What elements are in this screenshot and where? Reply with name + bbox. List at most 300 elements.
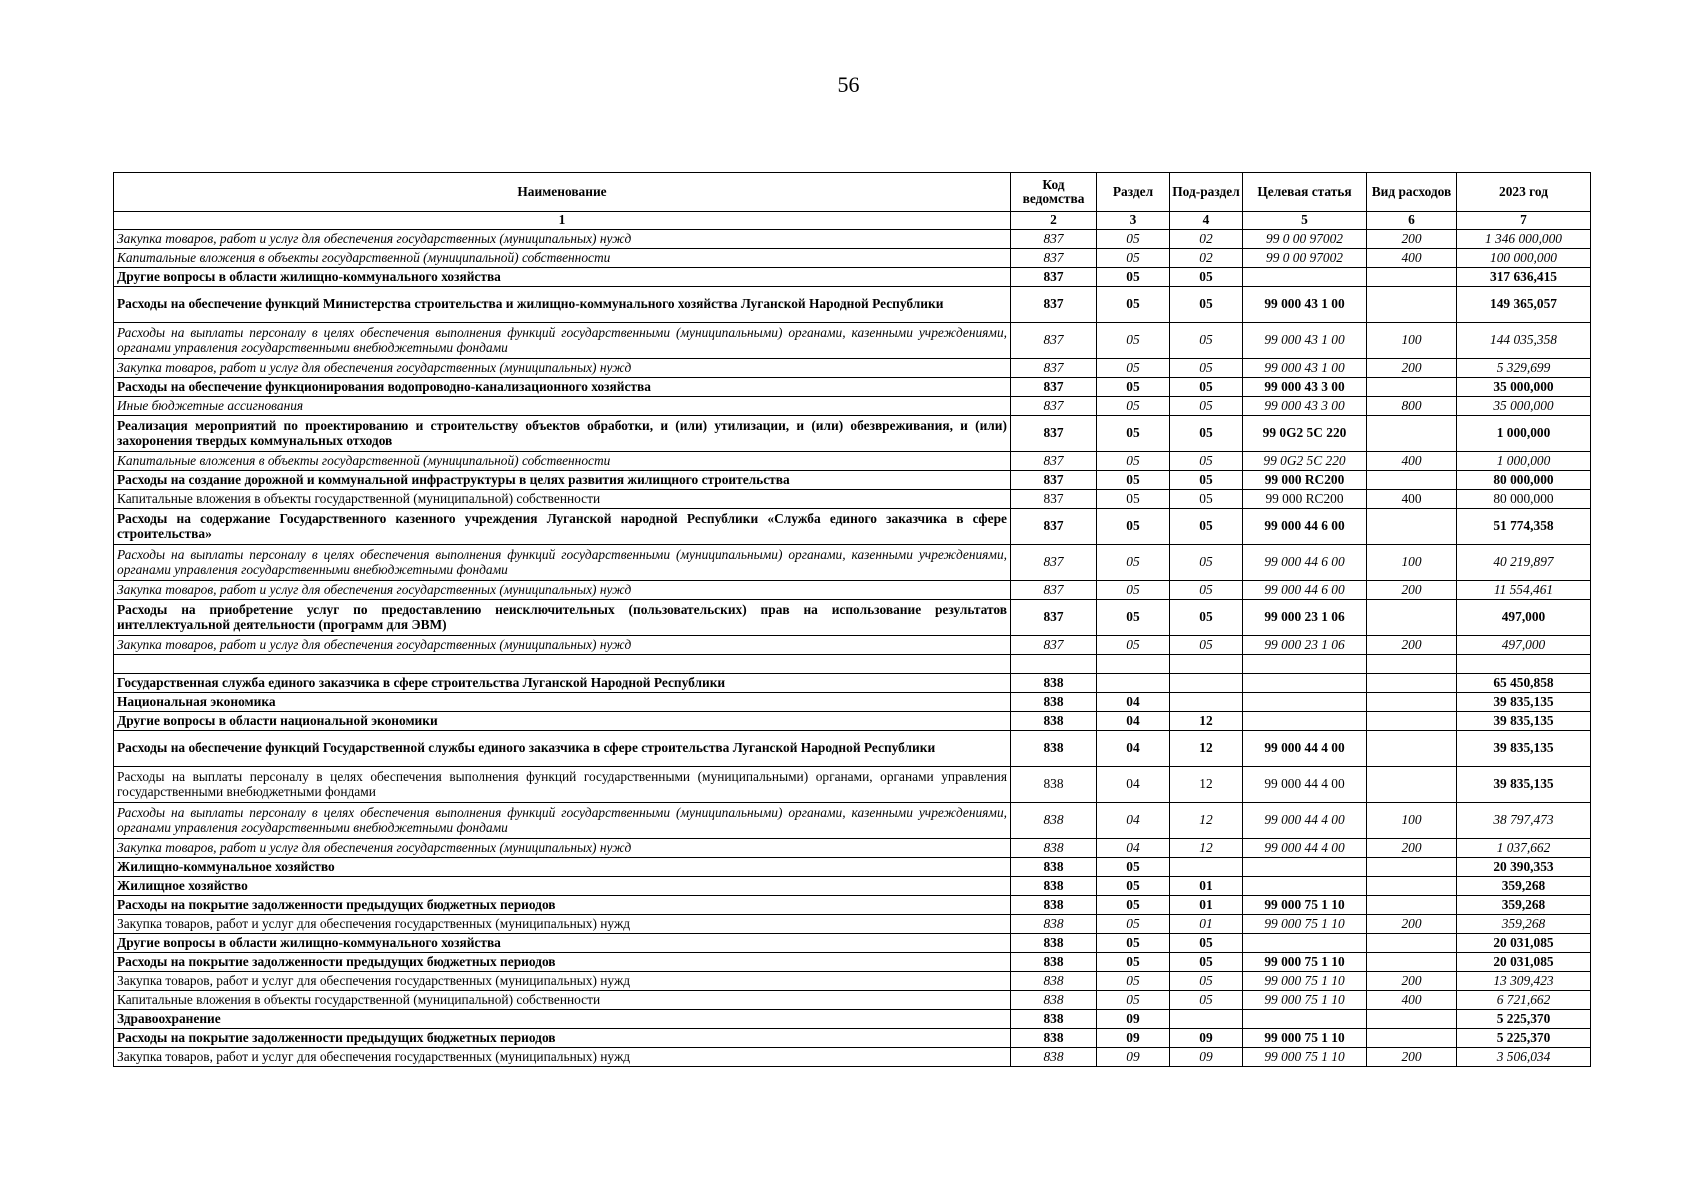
row-amount: 39 835,135 [1457, 731, 1591, 767]
row-expense-type [1367, 416, 1457, 452]
header-subsection: Под-раздел [1170, 173, 1243, 212]
row-target-article: 99 000 23 1 06 [1243, 636, 1367, 655]
table-row [114, 839, 1591, 858]
table-row [114, 767, 1591, 803]
table-row [114, 991, 1591, 1010]
row-expense-type: 800 [1367, 397, 1457, 416]
row-amount: 100 000,000 [1457, 249, 1591, 268]
row-subsection: 05 [1170, 509, 1243, 545]
row-department-code: 838 [1011, 915, 1097, 934]
row-target-article [1243, 877, 1367, 896]
row-department-code: 837 [1011, 636, 1097, 655]
row-name: Расходы на обеспечение функционирования водопроводно-канализационного хозяйства [114, 378, 1011, 397]
row-target-article: 99 0G2 5C 220 [1243, 416, 1367, 452]
column-number: 2 [1011, 212, 1097, 230]
header-expense-type: Вид расходов [1367, 173, 1457, 212]
row-name: Закупка товаров, работ и услуг для обеспечения государственных (муниципальных) нужд [114, 359, 1011, 378]
row-name: Расходы на покрытие задолженности предыдущих бюджетных периодов [114, 896, 1011, 915]
row-amount: 38 797,473 [1457, 803, 1591, 839]
row-department-code: 837 [1011, 600, 1097, 636]
row-name: Капитальные вложения в объекты государственной (муниципальной) собственности [114, 490, 1011, 509]
row-amount: 144 035,358 [1457, 323, 1591, 359]
table-row [114, 1029, 1591, 1048]
header-year-2023: 2023 год [1457, 173, 1591, 212]
row-expense-type [1367, 877, 1457, 896]
row-target-article: 99 000 23 1 06 [1243, 600, 1367, 636]
row-amount: 11 554,461 [1457, 581, 1591, 600]
row-department-code: 837 [1011, 509, 1097, 545]
row-subsection: 12 [1170, 767, 1243, 803]
row-subsection: 05 [1170, 323, 1243, 359]
row-section: 05 [1097, 581, 1170, 600]
row-department-code: 837 [1011, 268, 1097, 287]
row-subsection: 05 [1170, 991, 1243, 1010]
row-department-code: 837 [1011, 397, 1097, 416]
column-number: 4 [1170, 212, 1243, 230]
table-row [114, 877, 1591, 896]
row-section: 09 [1097, 1010, 1170, 1029]
row-name: Другие вопросы в области национальной экономики [114, 712, 1011, 731]
row-subsection: 05 [1170, 471, 1243, 490]
row-target-article: 99 000 43 3 00 [1243, 378, 1367, 397]
row-section: 05 [1097, 858, 1170, 877]
row-amount: 497,000 [1457, 636, 1591, 655]
table-row [114, 655, 1591, 674]
row-name: Расходы на выплаты персоналу в целях обеспечения выполнения функций государственными (муниципальными) органами, органами управления государственными внебюджетными фондами [114, 767, 1011, 803]
table-row [114, 581, 1591, 600]
row-amount: 20 031,085 [1457, 934, 1591, 953]
row-name: Здравоохранение [114, 1010, 1011, 1029]
row-department-code: 838 [1011, 839, 1097, 858]
row-department-code: 837 [1011, 359, 1097, 378]
row-amount: 35 000,000 [1457, 397, 1591, 416]
column-number: 7 [1457, 212, 1591, 230]
row-expense-type [1367, 509, 1457, 545]
row-subsection: 12 [1170, 803, 1243, 839]
row-expense-type: 200 [1367, 581, 1457, 600]
row-department-code [1011, 655, 1097, 674]
row-amount: 35 000,000 [1457, 378, 1591, 397]
row-target-article: 99 000 75 1 10 [1243, 896, 1367, 915]
row-section: 05 [1097, 509, 1170, 545]
row-subsection: 12 [1170, 712, 1243, 731]
row-target-article: 99 000 75 1 10 [1243, 1048, 1367, 1067]
row-section: 05 [1097, 397, 1170, 416]
row-amount: 39 835,135 [1457, 767, 1591, 803]
row-subsection: 05 [1170, 953, 1243, 972]
table-row [114, 934, 1591, 953]
row-expense-type [1367, 693, 1457, 712]
row-subsection: 01 [1170, 877, 1243, 896]
row-section: 05 [1097, 490, 1170, 509]
table-row [114, 896, 1591, 915]
row-amount: 6 721,662 [1457, 991, 1591, 1010]
row-department-code: 837 [1011, 249, 1097, 268]
row-department-code: 837 [1011, 471, 1097, 490]
row-name: Закупка товаров, работ и услуг для обеспечения государственных (муниципальных) нужд [114, 636, 1011, 655]
row-expense-type: 100 [1367, 323, 1457, 359]
table-row [114, 452, 1591, 471]
row-expense-type [1367, 674, 1457, 693]
row-section: 05 [1097, 991, 1170, 1010]
header-department-code: Код ведомства [1011, 173, 1097, 212]
table-row [114, 509, 1591, 545]
table-row [114, 636, 1591, 655]
row-name: Расходы на покрытие задолженности предыдущих бюджетных периодов [114, 1029, 1011, 1048]
row-subsection: 01 [1170, 915, 1243, 934]
row-name: Расходы на выплаты персоналу в целях обеспечения выполнения функций государственными (муниципальными) органами, казенными учреждениями, органами управления государственными внебюджетными фондами [114, 803, 1011, 839]
row-target-article: 99 000 RC200 [1243, 490, 1367, 509]
row-subsection: 05 [1170, 600, 1243, 636]
row-amount: 13 309,423 [1457, 972, 1591, 991]
budget-table [113, 172, 1591, 1067]
row-target-article: 99 000 44 6 00 [1243, 545, 1367, 581]
row-expense-type: 200 [1367, 359, 1457, 378]
row-amount: 149 365,057 [1457, 287, 1591, 323]
row-section: 04 [1097, 693, 1170, 712]
table-row [114, 674, 1591, 693]
row-subsection: 05 [1170, 287, 1243, 323]
row-subsection: 05 [1170, 545, 1243, 581]
table-row [114, 803, 1591, 839]
row-subsection: 05 [1170, 452, 1243, 471]
row-department-code: 837 [1011, 378, 1097, 397]
row-department-code: 838 [1011, 858, 1097, 877]
row-name: Государственная служба единого заказчика в сфере строительства Луганской Народной Республики [114, 674, 1011, 693]
row-subsection: 05 [1170, 397, 1243, 416]
row-expense-type: 400 [1367, 452, 1457, 471]
row-section: 05 [1097, 636, 1170, 655]
row-subsection: 05 [1170, 972, 1243, 991]
row-name: Расходы на создание дорожной и коммунальной инфраструктуры в целях развития жилищного строительства [114, 471, 1011, 490]
row-target-article: 99 000 43 1 00 [1243, 323, 1367, 359]
row-name [114, 655, 1011, 674]
row-amount: 317 636,415 [1457, 268, 1591, 287]
row-section: 05 [1097, 877, 1170, 896]
column-number: 1 [114, 212, 1011, 230]
row-department-code: 837 [1011, 323, 1097, 359]
header-name: Наименование [114, 173, 1011, 212]
row-expense-type: 200 [1367, 915, 1457, 934]
row-expense-type [1367, 712, 1457, 731]
table-row [114, 287, 1591, 323]
row-section: 05 [1097, 287, 1170, 323]
row-target-article: 99 000 44 4 00 [1243, 839, 1367, 858]
row-target-article: 99 000 44 4 00 [1243, 731, 1367, 767]
row-department-code: 838 [1011, 953, 1097, 972]
row-department-code: 838 [1011, 674, 1097, 693]
row-amount: 359,268 [1457, 915, 1591, 934]
row-target-article: 99 0 00 97002 [1243, 230, 1367, 249]
table-row [114, 712, 1591, 731]
table-row [114, 249, 1591, 268]
row-subsection: 09 [1170, 1048, 1243, 1067]
column-number: 5 [1243, 212, 1367, 230]
row-department-code: 838 [1011, 712, 1097, 731]
row-expense-type [1367, 268, 1457, 287]
row-department-code: 838 [1011, 972, 1097, 991]
row-subsection: 05 [1170, 581, 1243, 600]
row-department-code: 837 [1011, 452, 1097, 471]
row-target-article: 99 000 75 1 10 [1243, 972, 1367, 991]
row-target-article: 99 000 44 4 00 [1243, 803, 1367, 839]
row-name: Капитальные вложения в объекты государственной (муниципальной) собственности [114, 452, 1011, 471]
table-row [114, 693, 1591, 712]
header-target-article: Целевая статья [1243, 173, 1367, 212]
row-amount: 20 390,353 [1457, 858, 1591, 877]
row-expense-type [1367, 600, 1457, 636]
row-name: Расходы на содержание Государственного казенного учреждения Луганской народной Республики «Служба единого заказчика в сфере строительства» [114, 509, 1011, 545]
row-section: 05 [1097, 471, 1170, 490]
row-name: Расходы на приобретение услуг по предоставлению неисключительных (пользовательских) прав на использование результатов интеллектуальной деятельности (программ для ЭВМ) [114, 600, 1011, 636]
row-department-code: 837 [1011, 490, 1097, 509]
row-section [1097, 655, 1170, 674]
table-row [114, 972, 1591, 991]
row-subsection: 01 [1170, 896, 1243, 915]
row-expense-type [1367, 731, 1457, 767]
table-row [114, 858, 1591, 877]
table-row [114, 545, 1591, 581]
row-name: Иные бюджетные ассигнования [114, 397, 1011, 416]
row-section: 04 [1097, 712, 1170, 731]
row-expense-type [1367, 1029, 1457, 1048]
row-target-article [1243, 858, 1367, 877]
row-subsection: 02 [1170, 249, 1243, 268]
row-department-code: 838 [1011, 693, 1097, 712]
table-row [114, 731, 1591, 767]
row-subsection: 05 [1170, 490, 1243, 509]
row-subsection [1170, 674, 1243, 693]
row-subsection [1170, 1010, 1243, 1029]
row-amount: 1 346 000,000 [1457, 230, 1591, 249]
row-section: 05 [1097, 268, 1170, 287]
row-amount: 359,268 [1457, 877, 1591, 896]
row-name: Капитальные вложения в объекты государственной (муниципальной) собственности [114, 991, 1011, 1010]
row-amount [1457, 655, 1591, 674]
row-name: Другие вопросы в области жилищно-коммунального хозяйства [114, 934, 1011, 953]
row-amount: 5 225,370 [1457, 1029, 1591, 1048]
row-name: Закупка товаров, работ и услуг для обеспечения государственных (муниципальных) нужд [114, 839, 1011, 858]
row-department-code: 837 [1011, 416, 1097, 452]
row-target-article: 99 000 RC200 [1243, 471, 1367, 490]
row-target-article: 99 000 43 3 00 [1243, 397, 1367, 416]
row-department-code: 838 [1011, 767, 1097, 803]
table-row [114, 268, 1591, 287]
table-body [114, 230, 1591, 1067]
row-department-code: 838 [1011, 803, 1097, 839]
row-section: 05 [1097, 953, 1170, 972]
row-amount: 20 031,085 [1457, 953, 1591, 972]
row-section [1097, 674, 1170, 693]
row-department-code: 838 [1011, 1048, 1097, 1067]
row-amount: 1 000,000 [1457, 416, 1591, 452]
page-number: 56 [837, 72, 860, 97]
table-row [114, 953, 1591, 972]
row-expense-type [1367, 655, 1457, 674]
row-subsection: 05 [1170, 934, 1243, 953]
column-number: 3 [1097, 212, 1170, 230]
row-section: 04 [1097, 839, 1170, 858]
row-section: 05 [1097, 249, 1170, 268]
row-target-article: 99 000 43 1 00 [1243, 287, 1367, 323]
row-name: Расходы на покрытие задолженности предыдущих бюджетных периодов [114, 953, 1011, 972]
header-row [114, 173, 1591, 212]
row-amount: 80 000,000 [1457, 471, 1591, 490]
row-target-article [1243, 268, 1367, 287]
row-target-article [1243, 1010, 1367, 1029]
row-name: Расходы на выплаты персоналу в целях обеспечения выполнения функций государственными (муниципальными) органами, казенными учреждениями, органами управления государственными внебюджетными фондами [114, 545, 1011, 581]
table-row [114, 323, 1591, 359]
row-department-code: 837 [1011, 581, 1097, 600]
row-target-article: 99 000 75 1 10 [1243, 953, 1367, 972]
row-name: Реализация мероприятий по проектированию и строительству объектов обработки, и (или) утилизации, и (или) обезвреживания, и (или) захоронения твердых коммунальных отходов [114, 416, 1011, 452]
row-amount: 39 835,135 [1457, 693, 1591, 712]
row-target-article: 99 0G2 5C 220 [1243, 452, 1367, 471]
row-subsection: 02 [1170, 230, 1243, 249]
row-name: Расходы на выплаты персоналу в целях обеспечения выполнения функций государственными (муниципальными) органами, казенными учреждениями, органами управления государственными внебюджетными фондами [114, 323, 1011, 359]
row-expense-type: 200 [1367, 839, 1457, 858]
row-target-article: 99 000 44 4 00 [1243, 767, 1367, 803]
row-expense-type [1367, 858, 1457, 877]
row-expense-type: 400 [1367, 991, 1457, 1010]
header-section: Раздел [1097, 173, 1170, 212]
row-department-code: 837 [1011, 545, 1097, 581]
row-name: Закупка товаров, работ и услуг для обеспечения государственных (муниципальных) нужд [114, 581, 1011, 600]
row-expense-type: 200 [1367, 636, 1457, 655]
row-expense-type [1367, 287, 1457, 323]
row-department-code: 838 [1011, 731, 1097, 767]
row-target-article: 99 000 75 1 10 [1243, 915, 1367, 934]
row-department-code: 838 [1011, 896, 1097, 915]
row-target-article: 99 0 00 97002 [1243, 249, 1367, 268]
row-section: 09 [1097, 1029, 1170, 1048]
row-amount: 51 774,358 [1457, 509, 1591, 545]
row-subsection: 05 [1170, 416, 1243, 452]
row-amount: 80 000,000 [1457, 490, 1591, 509]
row-section: 05 [1097, 359, 1170, 378]
column-number: 6 [1367, 212, 1457, 230]
row-subsection: 05 [1170, 359, 1243, 378]
row-subsection [1170, 655, 1243, 674]
row-target-article: 99 000 44 6 00 [1243, 509, 1367, 545]
row-section: 05 [1097, 915, 1170, 934]
row-subsection [1170, 693, 1243, 712]
row-amount: 40 219,897 [1457, 545, 1591, 581]
row-department-code: 838 [1011, 991, 1097, 1010]
row-section: 04 [1097, 803, 1170, 839]
table-row [114, 915, 1591, 934]
row-name: Закупка товаров, работ и услуг для обеспечения государственных (муниципальных) нужд [114, 972, 1011, 991]
row-section: 05 [1097, 896, 1170, 915]
row-amount: 5 225,370 [1457, 1010, 1591, 1029]
row-section: 05 [1097, 972, 1170, 991]
row-section: 09 [1097, 1048, 1170, 1067]
row-expense-type [1367, 378, 1457, 397]
row-section: 04 [1097, 731, 1170, 767]
table-row [114, 397, 1591, 416]
row-amount: 1 000,000 [1457, 452, 1591, 471]
row-target-article [1243, 655, 1367, 674]
row-subsection: 12 [1170, 731, 1243, 767]
row-name: Жилищное хозяйство [114, 877, 1011, 896]
row-expense-type [1367, 953, 1457, 972]
row-section: 05 [1097, 934, 1170, 953]
row-name: Закупка товаров, работ и услуг для обеспечения государственных (муниципальных) нужд [114, 915, 1011, 934]
row-amount: 5 329,699 [1457, 359, 1591, 378]
row-expense-type: 100 [1367, 545, 1457, 581]
row-subsection: 12 [1170, 839, 1243, 858]
table-row [114, 230, 1591, 249]
row-section: 05 [1097, 378, 1170, 397]
row-name: Национальная экономика [114, 693, 1011, 712]
table-row [114, 378, 1591, 397]
row-subsection: 05 [1170, 636, 1243, 655]
row-section: 05 [1097, 452, 1170, 471]
row-department-code: 838 [1011, 1029, 1097, 1048]
table-row [114, 1010, 1591, 1029]
row-subsection: 09 [1170, 1029, 1243, 1048]
row-department-code: 838 [1011, 934, 1097, 953]
row-department-code: 838 [1011, 1010, 1097, 1029]
row-target-article [1243, 693, 1367, 712]
row-target-article: 99 000 43 1 00 [1243, 359, 1367, 378]
table-row [114, 490, 1591, 509]
row-section: 05 [1097, 230, 1170, 249]
table-row [114, 359, 1591, 378]
row-subsection: 05 [1170, 268, 1243, 287]
row-amount: 65 450,858 [1457, 674, 1591, 693]
table-row [114, 471, 1591, 490]
row-name: Жилищно-коммунальное хозяйство [114, 858, 1011, 877]
row-name: Расходы на обеспечение функций Государственной службы единого заказчика в сфере строительства Луганской Народной Республики [114, 731, 1011, 767]
row-amount: 497,000 [1457, 600, 1591, 636]
row-section: 05 [1097, 416, 1170, 452]
row-expense-type [1367, 1010, 1457, 1029]
row-target-article: 99 000 75 1 10 [1243, 1029, 1367, 1048]
row-target-article [1243, 674, 1367, 693]
row-expense-type: 400 [1367, 249, 1457, 268]
table-row [114, 1048, 1591, 1067]
row-name: Расходы на обеспечение функций Министерства строительства и жилищно-коммунального хозяйства Луганской Народной Республики [114, 287, 1011, 323]
row-amount: 359,268 [1457, 896, 1591, 915]
row-department-code: 837 [1011, 230, 1097, 249]
row-subsection [1170, 858, 1243, 877]
row-expense-type: 400 [1367, 490, 1457, 509]
row-department-code: 838 [1011, 877, 1097, 896]
row-amount: 3 506,034 [1457, 1048, 1591, 1067]
row-subsection: 05 [1170, 378, 1243, 397]
row-target-article: 99 000 44 6 00 [1243, 581, 1367, 600]
row-department-code: 837 [1011, 287, 1097, 323]
row-section: 05 [1097, 600, 1170, 636]
row-expense-type: 100 [1367, 803, 1457, 839]
row-expense-type [1367, 896, 1457, 915]
row-amount: 39 835,135 [1457, 712, 1591, 731]
row-expense-type [1367, 767, 1457, 803]
row-name: Закупка товаров, работ и услуг для обеспечения государственных (муниципальных) нужд [114, 1048, 1011, 1067]
row-name: Капитальные вложения в объекты государственной (муниципальной) собственности [114, 249, 1011, 268]
row-amount: 1 037,662 [1457, 839, 1591, 858]
row-section: 04 [1097, 767, 1170, 803]
row-target-article: 99 000 75 1 10 [1243, 991, 1367, 1010]
row-name: Закупка товаров, работ и услуг для обеспечения государственных (муниципальных) нужд [114, 230, 1011, 249]
row-name: Другие вопросы в области жилищно-коммунального хозяйства [114, 268, 1011, 287]
row-expense-type [1367, 934, 1457, 953]
row-section: 05 [1097, 323, 1170, 359]
row-expense-type: 200 [1367, 1048, 1457, 1067]
row-section: 05 [1097, 545, 1170, 581]
row-expense-type: 200 [1367, 230, 1457, 249]
